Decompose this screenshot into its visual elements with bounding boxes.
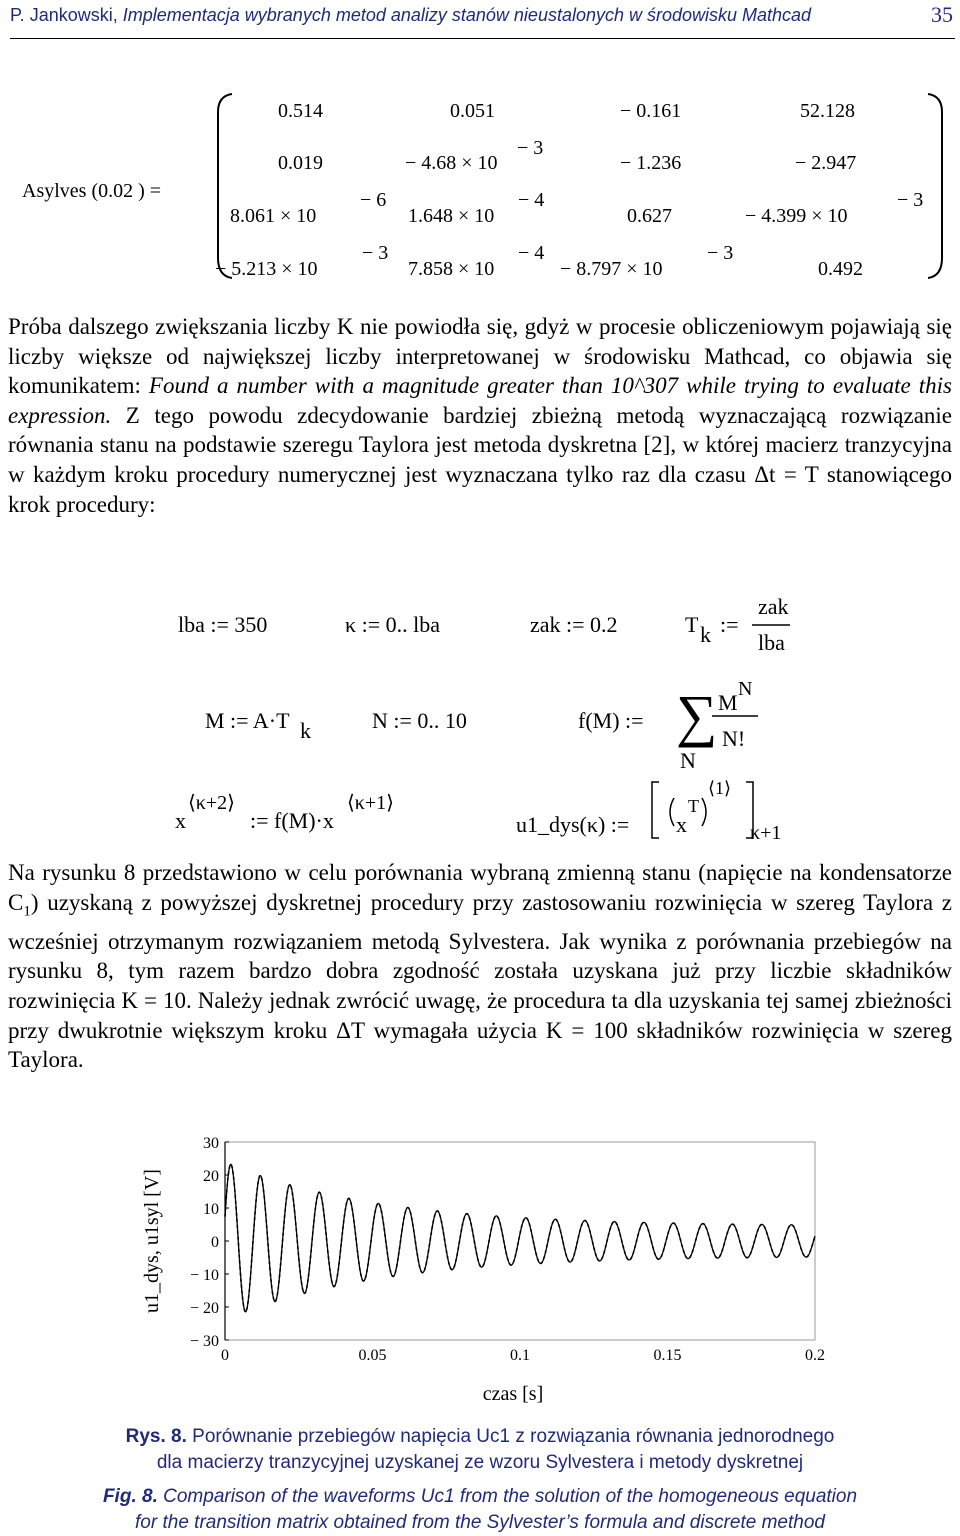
header-title: Implementacja wybranych metod analizy stanów nieustalonych w środowisku Mathcad	[122, 5, 812, 25]
caption-pl-line-1: Porównanie przebiegów napięcia Uc1 z rozwiązania równania jednorodnego	[186, 1426, 835, 1447]
eq-tk-fraction-bar	[0, 610, 960, 650]
matrix-cell-r3c1: 7.858 × 10	[408, 258, 495, 280]
eq-lba: lba := 350	[178, 612, 268, 637]
eq-x-rhs: := f(M)·x	[250, 808, 334, 833]
eq-sum-index: N	[680, 748, 696, 773]
paragraph-2-text-after: ) uzyskaną z powyższej dyskretnej procedury przy zastosowaniu rozwinięcia w szereg Taylora z wcześniej otrzymanym rozwiązaniem metodą Sylvestera. Jak wynika z porównania przebiegów na rysunku 8, tym razem bardzo dobra zgodność została uzyskana już przy liczbie składników rozwinięcia K = 10. Należy jednak zwrócić uwagę, że procedura ta dla uzyskania tej samej zbieżności przy dwukrotnie większym kroku ΔT wymagała użycia K = 100 składników rozwinięcia w szereg Taylora.	[8, 889, 952, 1073]
matrix-exp-r2c1: − 4	[518, 189, 545, 211]
caption-en-line-2: for the transition matrix obtained from the Sylvester’s formula and discrete method	[135, 1512, 825, 1533]
paragraph-1-italic: Found a number with a magnitude greater than 10^307 while trying to evaluate this expression.	[8, 373, 952, 428]
matrix-cell-r0c3: 52.128	[800, 100, 855, 122]
chart-x-tick-label: 0	[221, 1347, 229, 1364]
matrix-cell-r1c3: − 2.947	[795, 152, 857, 174]
paragraph-2	[8, 858, 952, 1075]
eq-u1-col: ⟨1⟩	[708, 778, 732, 798]
eq-f-num: M	[718, 690, 738, 715]
chart-frame	[225, 1142, 815, 1340]
chart-y-tick-label: − 20	[189, 1300, 219, 1317]
matrix-cell-r1c1: − 4.68 × 10	[405, 152, 498, 174]
page-number: 35	[931, 2, 953, 27]
chart-series	[225, 1164, 815, 1311]
eq-f-den: N!	[722, 726, 746, 751]
chart-x-tick-label: 0.05	[358, 1347, 387, 1364]
chart-x-tick-label: 0.1	[510, 1347, 530, 1364]
chart-axes	[225, 1142, 815, 1340]
matrix-cell-r1c0: 0.019	[278, 152, 323, 174]
eq-kappa-range: κ := 0.. lba	[345, 612, 440, 637]
eq-u1-sub: κ+1	[750, 822, 782, 844]
eq-u1-lhs: u1_dys(κ) :=	[516, 812, 630, 837]
eq-x-lhs-sup: ⟨κ+2⟩	[188, 792, 235, 814]
eq-tk-sub: k	[700, 622, 711, 647]
eq-f-lhs: f(M) :=	[578, 708, 644, 733]
matrix-cell-r2c2: 0.627	[627, 205, 672, 227]
matrix-exp-r3c0: − 3	[362, 242, 389, 264]
eq-x-rhs-sup: ⟨κ+1⟩	[347, 792, 394, 814]
header-author: P. Jankowski,	[10, 5, 118, 25]
eq-m-sub: k	[300, 718, 311, 743]
matrix-cell-r3c0: − 5.213 × 10	[215, 258, 318, 280]
eq-u1-inner: x	[676, 812, 687, 837]
chart-y-ticks	[190, 1135, 229, 1350]
chart-y-tick-label: 20	[203, 1168, 219, 1185]
running-title	[10, 5, 811, 26]
eq-n-range: N := 0.. 10	[372, 708, 467, 733]
eq-f-fraction-bar	[0, 702, 960, 742]
matrix-cell-r2c1: 1.648 × 10	[408, 205, 495, 227]
eq-tk-den: lba	[758, 630, 785, 655]
chart-y-tick-label: 30	[203, 1135, 219, 1152]
eq-zak: zak := 0.2	[530, 612, 618, 637]
caption-pl-line-2: dla macierzy tranzycyjnej uzyskanej ze wzoru Sylvestera i metody dyskretnej	[156, 1452, 804, 1473]
matrix-label: Asylves (0.02 ) =	[22, 180, 162, 202]
matrix-cell-r0c2: − 0.161	[620, 100, 682, 122]
matrix-cell-r0c1: 0.051	[450, 100, 495, 122]
matrix-cell-r3c3: 0.492	[818, 258, 863, 280]
chart-y-tick-label: 10	[203, 1201, 219, 1218]
eq-f-num-sup: N	[738, 678, 753, 700]
matrix-cell-r2c3: − 4.399 × 10	[745, 205, 848, 227]
chart-x-tick-label: 0.2	[805, 1347, 825, 1364]
chart-y-tick-label: 0	[211, 1234, 219, 1251]
matrix-exp-r3c2: − 3	[707, 242, 734, 264]
paragraph-1-text: Próba dalszego zwiększania liczby K nie powiodła się, gdyż w procesie obliczeniowym pojawiają się liczby większe od największej liczby interpretowanej w środowisku Mathcad, co objawia się komunikatem:	[8, 314, 952, 399]
running-header	[10, 2, 955, 39]
matrix-cell-r1c2: − 1.236	[620, 152, 682, 174]
chart-x-tick-label: 0.15	[653, 1347, 682, 1364]
paragraph-1-text-2: Z tego powodu zdecydowanie bardziej zbieżną metodą wyznaczającą rozwiązanie równania stanu na podstawie szeregu Taylora jest metoda dyskretna [2], w której macierz tranzycyjna w każdym kroku procedury numerycznej jest wyznaczana tylko raz dla czasu Δt = T stanowiącego krok procedury:	[8, 402, 952, 517]
caption-pl-label: Rys. 8.	[125, 1426, 187, 1447]
chart-x-ticks	[221, 1347, 825, 1364]
caption-en-label: Fig. 8.	[102, 1486, 158, 1507]
chart-figure-8	[0, 1128, 960, 1418]
sum-symbol: ∑	[676, 683, 718, 748]
eq-tk-lhs: T	[685, 612, 699, 637]
matrix-exp-r1c1: − 3	[517, 137, 544, 159]
chart-y-tick-label: − 10	[189, 1267, 219, 1284]
caption-en-line-1: Comparison of the waveforms Uc1 from the solution of the homogeneous equation	[157, 1486, 858, 1507]
eq-m-def: M := A·T	[205, 708, 290, 733]
eq-u1-brackets	[0, 774, 960, 854]
paragraph-1	[8, 312, 952, 519]
paragraph-2-sub: 1	[23, 903, 31, 920]
chart-x-axis-label: czas [s]	[482, 1383, 544, 1405]
matrix-cell-r0c0: 0.514	[278, 100, 323, 122]
eq-tk-assign: :=	[720, 612, 739, 637]
matrix-cell-r2c0: 8.061 × 10	[230, 205, 317, 227]
paragraph-2-text: Na rysunku 8 przedstawiono w celu porównania wybraną zmienną stanu (napięcie na kondensatorze C	[8, 860, 952, 915]
caption-pl	[0, 1424, 960, 1476]
matrix-exp-r2c3: − 3	[897, 189, 924, 211]
chart-y-tick-label: − 30	[189, 1333, 219, 1350]
caption-en	[0, 1484, 960, 1536]
eq-tk-num: zak	[758, 594, 789, 619]
eq-u1-transpose: T	[688, 796, 699, 816]
matrix-cell-r3c2: − 8.797 × 10	[560, 258, 663, 280]
eq-x-lhs: x	[175, 808, 186, 833]
matrix-exp-r2c0: − 6	[360, 189, 387, 211]
chart-y-axis-label: u1_dys, u1syl [V]	[141, 1169, 163, 1313]
matrix-exp-r3c1: − 4	[518, 242, 545, 264]
chart-series-u1-syl	[225, 1164, 815, 1311]
